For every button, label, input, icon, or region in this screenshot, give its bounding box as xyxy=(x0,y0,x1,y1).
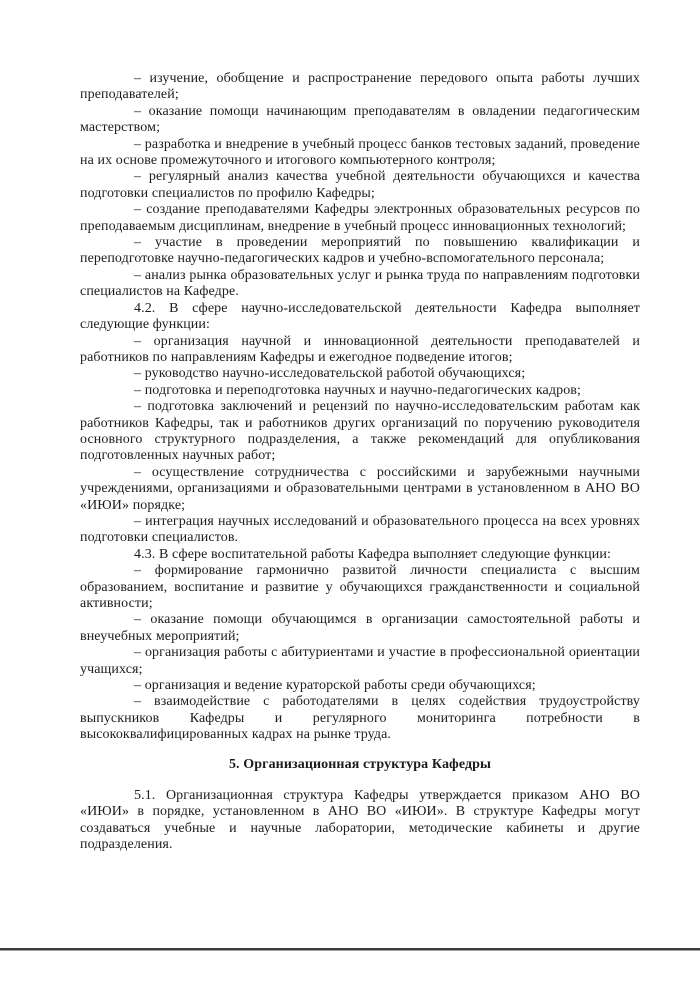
page-divider xyxy=(0,948,700,951)
paragraph: – организация работы с абитуриентами и участие в профессиональной ориентации учащихся; xyxy=(80,645,640,677)
paragraph: 5.1. Организационная структура Кафедры утверждается приказом АНО ВО «ИЮИ» в порядке, установленном в АНО ВО «ИЮИ». В структуре Кафедры могут создаваться учебные и научные лаборатории, методические кабинеты и другие подразделения. xyxy=(80,788,640,853)
paragraph: – интеграция научных исследований и образовательного процесса на всех уровнях подготовки специалистов. xyxy=(80,513,640,546)
document-body xyxy=(80,71,640,854)
paragraph: – оказание помощи обучающимся в организации самостоятельной работы и внеучебных мероприятий; xyxy=(80,612,640,644)
paragraph: – регулярный анализ качества учебной деятельности обучающихся и качества подготовки специалистов по профилю Кафедры; xyxy=(80,169,640,201)
paragraph: – создание преподавателями Кафедры электронных образовательных ресурсов по преподаваемым дисциплинам, внедрение в учебный процесс инновационных технологий; xyxy=(80,202,640,234)
paragraph: – руководство научно-исследовательской работой обучающихся; xyxy=(134,366,526,382)
paragraph: 4.3. В сфере воспитательной работы Кафедра выполняет следующие функции: xyxy=(134,546,611,562)
section-heading: 5. Организационная структура Кафедры xyxy=(228,756,492,772)
paragraph: – разработка и внедрение в учебный процесс банков тестовых заданий, проведение на их основе промежуточного и итогового компьютерного контроля; xyxy=(80,136,640,169)
paragraph: – взаимодействие с работодателями в целях содействия трудоустройству выпускников Кафедры и регулярного мониторинга потребности в высококвалифицированных кадрах на рынке труда. xyxy=(80,694,640,743)
paragraph: 4.2. В сфере научно-исследовательской деятельности Кафедра выполняет следующие функции: xyxy=(80,300,640,333)
paragraph: – оказание помощи начинающим преподавателям в овладении педагогическим мастерством; xyxy=(80,103,640,136)
page-divider-light-line xyxy=(0,950,700,951)
paragraph: – организация научной и инновационной деятельности преподавателей и работников по направлениям Кафедры и ежегодное подведение итогов; xyxy=(80,333,640,365)
paragraph: – подготовка заключений и рецензий по научно-исследовательским работам как работников Кафедры, так и работников других организаций по поручению руководителя основного структурного подразделения, а также рекомендаций для опубликования подготовленных научных работ; xyxy=(80,399,640,464)
paragraph: – осуществление сотрудничества с российскими и зарубежными научными учреждениями, организациями и образовательными центрами в установленном в АНО ВО «ИЮИ» порядке; xyxy=(80,464,640,513)
paragraph: – анализ рынка образовательных услуг и рынка труда по направлениям подготовки специалистов на Кафедре. xyxy=(80,267,640,300)
paragraph: – подготовка и переподготовка научных и научно-педагогических кадров; xyxy=(134,382,581,398)
paragraph: – организация и ведение кураторской работы среди обучающихся; xyxy=(134,678,536,694)
paragraph: – участие в проведении мероприятий по повышению квалификации и переподготовке научно-педагогических кадров и учебно-вспомогательного персонала; xyxy=(80,235,640,267)
paragraph: – изучение, обобщение и распространение передового опыта работы лучших преподавателей; xyxy=(80,71,640,103)
paragraph: – формирование гармонично развитой личности специалиста с высшим образованием, воспитание и развитие у обучающихся гражданственности и социальной активности; xyxy=(80,563,640,611)
